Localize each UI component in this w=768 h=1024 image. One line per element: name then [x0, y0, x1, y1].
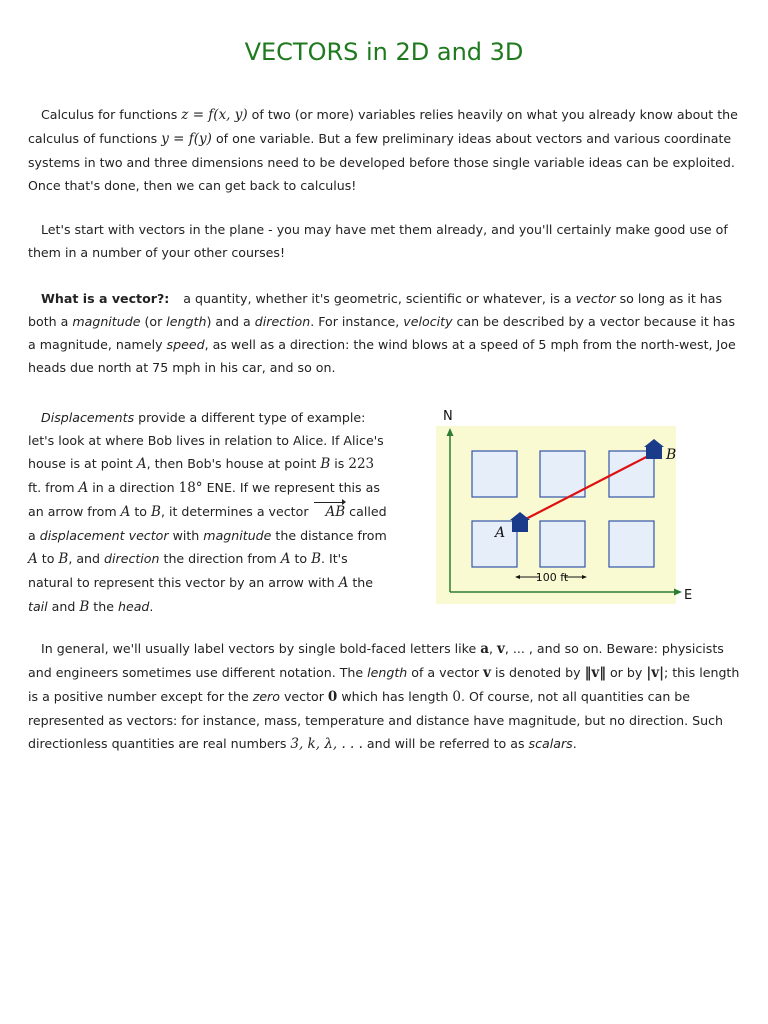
italic-term: length: [166, 314, 207, 329]
city-block: [540, 451, 585, 497]
text: can be described by a vector because it has a magnitude, namely: [28, 314, 736, 352]
house-body: [512, 519, 528, 532]
math-b: B: [151, 504, 161, 520]
math-abs-v: |v|: [646, 665, 664, 681]
math-a: A: [136, 456, 147, 472]
italic-term: zero: [252, 689, 280, 704]
notation-paragraph: [28, 637, 742, 756]
italic-term: speed: [166, 337, 205, 352]
text: is: [330, 456, 349, 471]
italic-term: length: [367, 665, 408, 680]
math-bold-a: a: [480, 641, 489, 657]
math-a: A: [338, 575, 349, 591]
text: ; this length is a positive number except for the: [28, 665, 740, 704]
text: , and: [68, 551, 105, 566]
italic-term: displacement vector: [39, 528, 169, 543]
text: , it determines a vector: [160, 504, 313, 519]
text: . Of course, not all quantities can be represented as vectors: for instance, mass, temperature and distance have magnitude, but no direction. Such directionless quantities are real numbers: [28, 689, 724, 751]
text: , as well as a direction: the wind blows at a speed of 5 mph from the north-west, Joe heads due north at 75 mph in his car, and so on.: [28, 337, 736, 375]
math-a: A: [78, 480, 89, 496]
text: In general, we'll usually label vectors by single bold-faced letters like: [41, 641, 481, 656]
text: to: [37, 551, 59, 566]
text: the: [348, 575, 373, 590]
east-arrowhead: [674, 589, 682, 596]
math-bold-v: v: [483, 665, 491, 681]
math-b: B: [311, 551, 322, 567]
text: of a vector: [407, 665, 484, 680]
text: , ... , and so on. Beware: physicists and engineers sometimes use different notation. The: [28, 641, 724, 680]
displacement-paragraph: [28, 406, 388, 619]
math-norm-v: ‖v‖: [584, 665, 606, 681]
text: of one variable. But a few preliminary ideas about vectors and various coordinate systems in two and three dimensions need to be developed before those single variable ideas can be exploited. Once that's done, then we can get back to calculus!: [28, 131, 735, 193]
east-label: E: [684, 588, 693, 603]
math-bold-zero: 0: [327, 689, 338, 705]
text: with: [168, 528, 204, 543]
text: .: [572, 736, 577, 751]
text: the: [89, 599, 118, 614]
text: provide a different type of example: let's look at where Bob lives in relation to Alice. If Alice's house is at point: [28, 410, 384, 471]
math-a: A: [120, 504, 131, 520]
text: ENE. If we represent this as an arrow from: [28, 480, 380, 519]
text: called a: [28, 504, 387, 543]
text: . For instance,: [310, 314, 404, 329]
vectors-in-plane-paragraph: Let's start with vectors in the plane - you may have met them already, and you'll certainly make good use of them in a number of your other courses!: [28, 222, 728, 260]
text: and: [47, 599, 80, 614]
page-title: VECTORS in 2D and 3D: [244, 38, 524, 66]
intro-paragraph: [28, 103, 742, 197]
point-b-label: B: [666, 447, 677, 463]
math-degrees: 18°: [178, 480, 203, 496]
math-zero: 0: [452, 689, 462, 705]
text: and will be referred to as: [362, 736, 529, 751]
italic-term: Displacements: [41, 410, 135, 425]
math-vector-ab: AB: [313, 501, 346, 524]
scale-label: 100 ft: [535, 571, 569, 584]
bold-heading: What is a vector?:: [41, 291, 170, 306]
math-b: B: [58, 551, 69, 567]
math-scalars: 3, k, λ, . . .: [290, 736, 363, 752]
what-is-vector-paragraph: [28, 287, 742, 379]
text: (or: [140, 314, 167, 329]
city-block: [540, 521, 585, 567]
italic-term: direction: [104, 551, 160, 566]
math-bold-v: v: [497, 641, 505, 657]
text: to: [130, 504, 152, 519]
italic-term: scalars: [528, 736, 573, 751]
math-y-equals-f: y = f(y): [161, 131, 212, 147]
text: so long as it has both a: [28, 291, 723, 329]
italic-term: vector: [575, 291, 616, 306]
italic-term: head: [117, 599, 150, 614]
text: ) and a: [206, 314, 255, 329]
city-block: [472, 451, 517, 497]
italic-term: tail: [28, 599, 48, 614]
text: a quantity, whether it's geometric, scientific or whatever, is a: [183, 291, 576, 306]
text: the distance from: [271, 528, 387, 543]
text: .: [149, 599, 154, 614]
text: which has length: [337, 689, 453, 704]
displacement-figure: [428, 404, 708, 608]
text: , then Bob's house at point: [146, 456, 321, 471]
math-b: B: [79, 599, 90, 615]
house-body: [646, 446, 662, 459]
text: to: [290, 551, 312, 566]
italic-term: magnitude: [203, 528, 272, 543]
math-z-equals-f: z = f(x, y): [181, 107, 248, 123]
text: . It's natural to represent this vector by an arrow with: [28, 551, 348, 590]
text: ft. from: [28, 480, 79, 495]
italic-term: direction: [254, 314, 311, 329]
text: is denoted by: [490, 665, 585, 680]
north-label: N: [443, 409, 453, 424]
math-a: A: [280, 551, 291, 567]
math-a: A: [28, 551, 38, 567]
text: of two (or more) variables relies heavily on what you already know about the calculus of functions: [28, 107, 738, 146]
text: in a direction: [88, 480, 179, 495]
text: the direction from: [159, 551, 281, 566]
text: vector: [279, 689, 328, 704]
text: Calculus for functions: [41, 107, 182, 122]
italic-term: velocity: [403, 314, 453, 329]
text: or by: [605, 665, 647, 680]
math-b: B: [320, 456, 331, 472]
point-a-label: A: [495, 525, 506, 541]
math-223: 223: [348, 456, 375, 472]
italic-term: magnitude: [72, 314, 141, 329]
text: ,: [489, 641, 498, 656]
city-block: [609, 521, 654, 567]
